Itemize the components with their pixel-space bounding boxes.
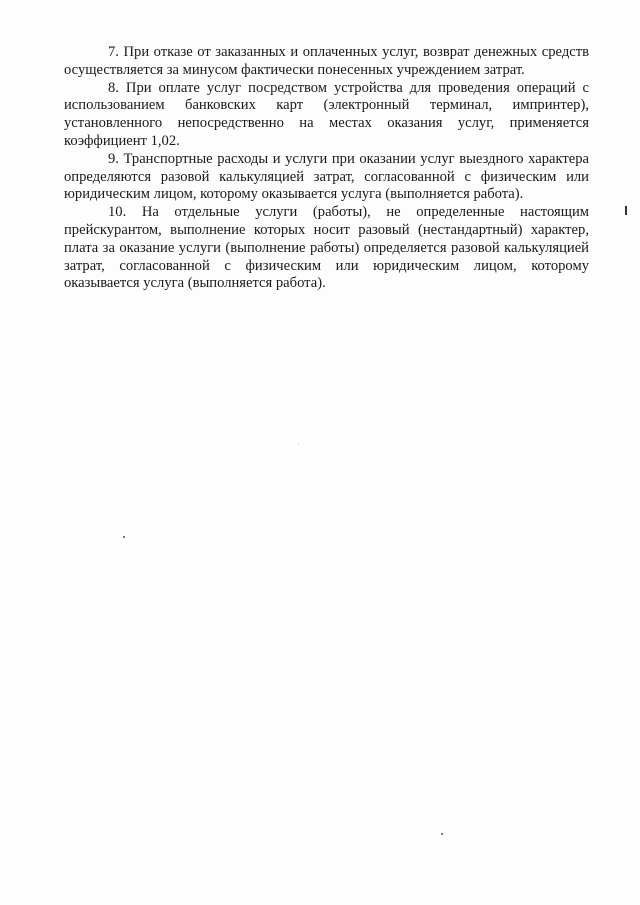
paragraph-9: 9. Транспортные расходы и услуги при оказании услуг выездного характера определяются разовой калькуляцией затрат, согласованной с физическим или юридическим лицом, которому оказывается услуга (выполняется работа). xyxy=(64,150,589,203)
scan-speck xyxy=(441,833,443,835)
document-body xyxy=(64,44,589,293)
margin-mark xyxy=(625,206,627,215)
scan-speck xyxy=(123,536,125,538)
paragraph-8: 8. При оплате услуг посредством устройства для проведения операций с использованием банковских карт (электронный терминал, импринтер), установленного непосредственно на местах оказания услуг, применяется коэффициент 1,02. xyxy=(64,79,589,149)
scan-speck xyxy=(298,443,299,444)
paragraph-7: 7. При отказе от заказанных и оплаченных услуг, возврат денежных средств осуществляется за минусом фактически понесенных учреждением затрат. xyxy=(64,44,589,78)
paragraph-10: 10. На отдельные услуги (работы), не определенные настоящим прейскурантом, выполнение которых носит разовый (нестандартный) характер, плата за оказание услуги (выполнение работы) определяется разовой калькуляцией затрат, согласованной с физическим или юридическим лицом, которому оказывается услуга (выполняется работа). xyxy=(64,204,589,292)
